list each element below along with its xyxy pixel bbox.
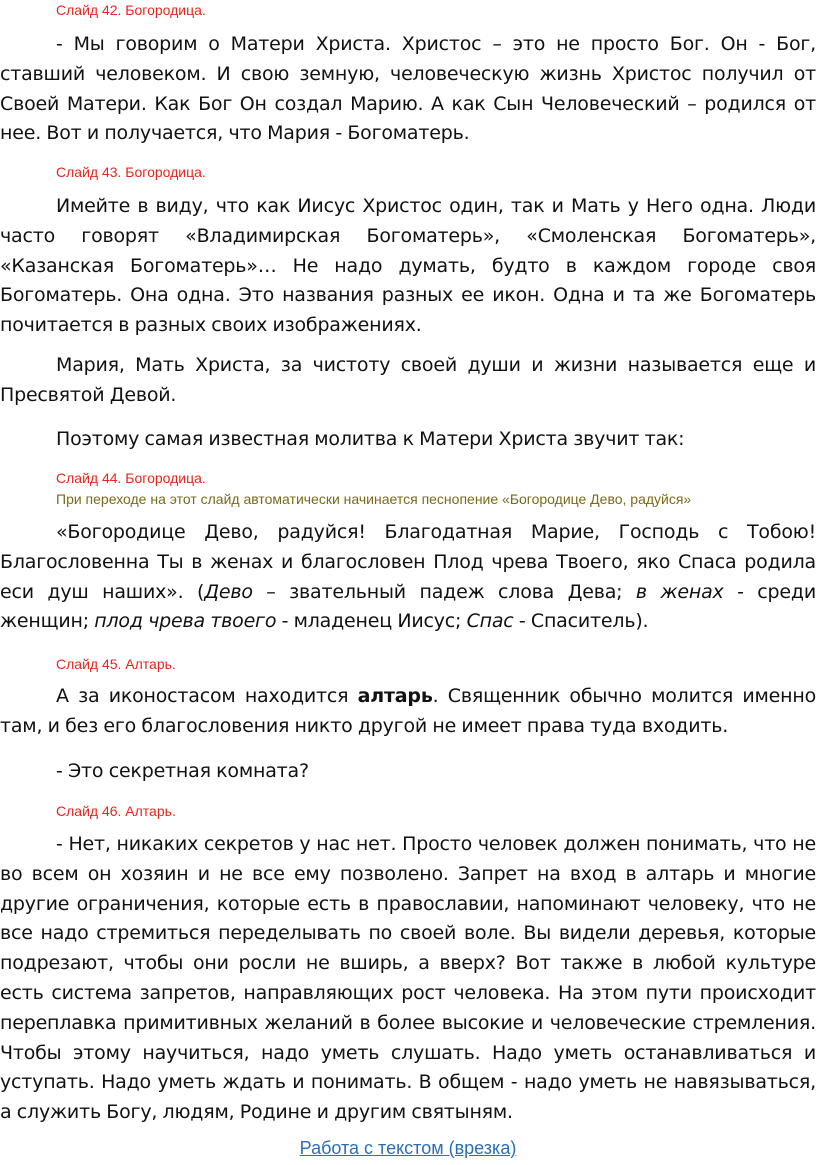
paragraph-line: «Богородице Дево, радуйся! Благодатная Марие, Господь с Тобою!: [56, 521, 816, 543]
text-run: . Священник обычно молится именно: [432, 685, 816, 707]
paragraph-line: а служить Богу, людям, Родине и другим святыням.: [0, 1101, 513, 1124]
paragraph-line: Своей Матери. Как Бог Он создал Марию. А как Сын Человеческий – родился от: [0, 92, 816, 115]
text-work-link[interactable]: Работа с текстом (врезка): [299, 1138, 517, 1158]
paragraph-line: уступать. Надо уметь ждать и понимать. В общем - надо уметь не навязываться,: [0, 1071, 816, 1094]
italic-term: плод чрева твоего: [94, 610, 277, 633]
italic-term: Спас: [466, 610, 514, 633]
paragraph-line: Имейте в виду, что как Иисус Христос один, так и Мать у Него одна. Люди: [56, 195, 816, 217]
paragraph-line: другие ограничения, которые есть в православии, напоминают человеку, что не: [0, 892, 816, 915]
italic-term: Дево: [204, 580, 253, 603]
paragraph-line: ставший человеком. И свою земную, человеческую жизнь Христос получил от: [0, 62, 816, 85]
paragraph-line: [0, 682, 816, 712]
paragraph-mother-of-christ: [0, 30, 816, 149]
paragraph-line: часто говорят «Владимирская Богоматерь», «Смоленская Богоматерь»,: [0, 224, 816, 247]
paragraph-line: Поэтому самая известная молитва к Матери Христа звучит так:: [56, 428, 685, 450]
paragraph-line: - Мы говорим о Матери Христа. Христос – это не просто Бог. Он - Бог,: [56, 33, 816, 55]
paragraph-line: там, и без его благословения никто другой не имеет права туда входить.: [0, 714, 729, 737]
paragraph-line: Благословенна Ты в женах и благословен Плод чрева Твоего, яко Спаса родила: [0, 550, 816, 573]
paragraph-line: [0, 578, 816, 608]
paragraph-line: Пресвятой Девой.: [0, 383, 177, 406]
italic-term: в женах: [635, 580, 724, 603]
paragraph-secret-room-question: [0, 757, 816, 787]
paragraph-line: переплавка примитивных желаний в более высокие и человеческие стремления.: [0, 1011, 816, 1034]
paragraph-line: «Казанская Богоматерь»… Не надо думать, будто в каждом городе своя: [0, 254, 816, 277]
paragraph-no-secrets: [0, 830, 816, 1128]
slide-42-heading: Слайд 42. Богородица.: [56, 2, 206, 18]
paragraph-holy-virgin: [0, 351, 816, 411]
slide-45-heading: Слайд 45. Алтарь.: [56, 656, 176, 672]
paragraph-prayer-intro: [0, 425, 816, 455]
bold-term: алтарь: [357, 685, 433, 707]
slide-44-note: При переходе на этот слайд автоматически начинается песнопение «Богородице Дево, радуйся»: [56, 491, 692, 507]
paragraph-one-mother: [0, 192, 816, 341]
paragraph-line: [0, 607, 816, 637]
paragraph-line: - Нет, никаких секретов у нас нет. Просто человек должен понимать, что не: [56, 833, 816, 855]
text-run: - Спаситель).: [513, 610, 649, 633]
paragraph-line: есть система запретов, направляющих рост человека. На этом пути происходит: [0, 981, 816, 1004]
text-run: А за иконостасом находится: [56, 685, 358, 707]
slide-43-heading: Слайд 43. Богородица.: [56, 164, 206, 180]
paragraph-altar: [0, 682, 816, 742]
slide-44-heading: Слайд 44. Богородица.: [56, 470, 206, 486]
text-run: – звательный падеж слова Дева;: [252, 580, 636, 603]
text-run: - младенец Иисус;: [276, 610, 467, 633]
paragraph-line: Мария, Мать Христа, за чистоту своей души и жизни называется еще и: [56, 354, 816, 376]
paragraph-prayer-text: [0, 518, 816, 637]
slide-46-heading: Слайд 46. Алтарь.: [56, 803, 176, 819]
text-run: женщин;: [0, 610, 95, 633]
text-run: еси душ наших». (: [0, 580, 205, 603]
paragraph-line: все надо стремиться переделывать по своей воле. Вы видели деревья, которые: [0, 922, 816, 945]
paragraph-line: подрезают, чтобы они росли не вширь, а вверх? Вот также в любой культуре: [0, 952, 816, 975]
paragraph-line: Чтобы этому научиться, надо уметь слушать. Надо уметь останавливаться и: [0, 1041, 816, 1064]
paragraph-line: во всем он хозяин и не все ему позволено. Запрет на вход в алтарь и многие: [0, 862, 816, 885]
paragraph-line: нее. Вот и получается, что Мария - Богоматерь.: [0, 122, 470, 145]
paragraph-line: Богоматерь. Она одна. Это названия разных ее икон. Одна и та же Богоматерь: [0, 284, 816, 307]
text-run: - среди: [723, 580, 816, 603]
paragraph-line: почитается в разных своих изображениях.: [0, 314, 422, 337]
paragraph-line: - Это секретная комната?: [56, 760, 309, 782]
